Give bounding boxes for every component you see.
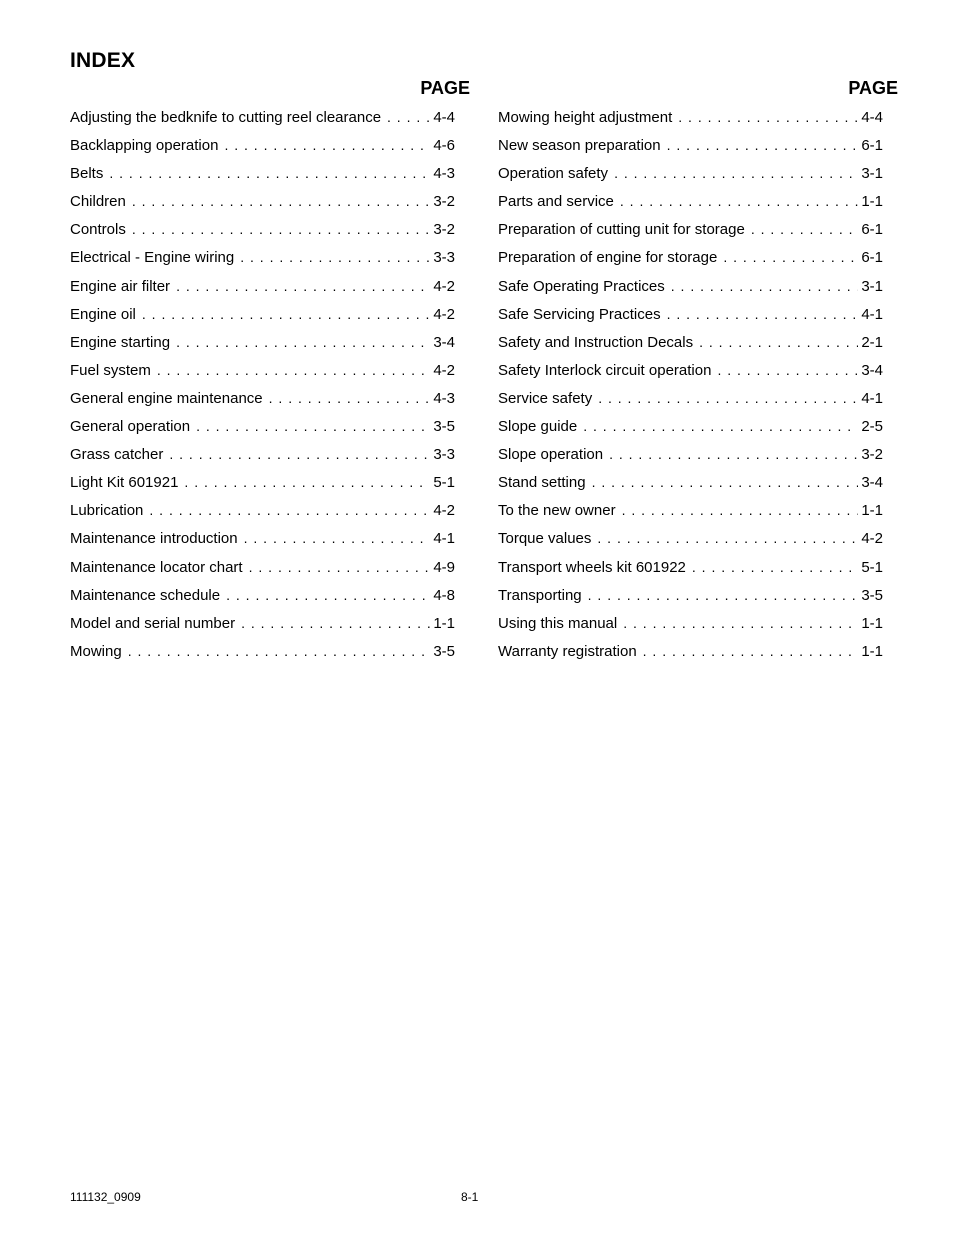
index-entry — [70, 473, 455, 501]
index-entry-page: 6-1 — [861, 249, 883, 267]
index-entry — [70, 445, 455, 473]
index-entry — [70, 305, 455, 333]
index-entry — [70, 417, 455, 445]
dot-leader — [226, 586, 430, 604]
dot-leader — [224, 136, 430, 154]
index-entry-label: Parts and service — [498, 193, 614, 211]
index-entry-label: Electrical - Engine wiring — [70, 249, 235, 267]
index-entry-page: 4-2 — [433, 305, 455, 323]
index-entry — [498, 642, 883, 670]
index-entry — [70, 558, 455, 586]
index-entry-label: Preparation of cutting unit for storage — [498, 221, 745, 239]
dot-leader — [717, 361, 858, 379]
dot-leader — [269, 389, 431, 407]
index-entry — [498, 192, 883, 220]
index-entry — [498, 333, 883, 361]
dot-leader — [598, 389, 858, 407]
index-column-left — [70, 78, 470, 670]
index-entry — [498, 529, 883, 557]
index-entry-label: Adjusting the bedknife to cutting reel clearance — [70, 109, 382, 126]
index-entry — [70, 164, 455, 192]
dot-leader — [583, 417, 858, 435]
index-entry-page: 6-1 — [861, 137, 883, 155]
index-entry — [70, 333, 455, 361]
index-entry — [498, 614, 883, 642]
index-entry-label: Slope guide — [498, 418, 578, 436]
index-entry-page: 4-2 — [433, 502, 455, 520]
index-entry-label: Belts — [70, 165, 104, 183]
index-column-right — [498, 78, 898, 670]
index-entry-page: 3-5 — [433, 418, 455, 436]
index-entry — [498, 445, 883, 473]
dot-leader — [620, 192, 858, 210]
dot-leader — [132, 220, 430, 238]
index-entry-label: Maintenance locator chart — [70, 558, 243, 576]
index-entry-label: Torque values — [498, 530, 592, 548]
index-entry-label: Maintenance schedule — [70, 586, 221, 604]
index-entry-label: Engine air filter — [70, 277, 171, 295]
index-entry — [498, 586, 883, 614]
dot-leader — [588, 586, 859, 604]
index-entry-label: Stand setting — [498, 474, 586, 492]
index-entry-page: 4-2 — [433, 361, 455, 379]
dot-leader — [387, 108, 430, 126]
index-entry-label: Warranty registration — [498, 642, 637, 660]
index-entry-page: 6-1 — [861, 221, 883, 239]
dot-leader — [241, 614, 430, 632]
dot-leader — [667, 305, 859, 323]
index-entry-label: General operation — [70, 418, 191, 436]
page-title: INDEX — [70, 49, 136, 72]
index-entry-page: 4-9 — [433, 558, 455, 576]
index-entry-page: 1-1 — [861, 502, 883, 520]
index-entry — [70, 108, 455, 136]
index-entry-page: 4-4 — [433, 109, 455, 126]
index-entry-page: 3-4 — [861, 361, 883, 379]
index-entry — [70, 529, 455, 557]
dot-leader — [196, 417, 430, 435]
index-entry — [498, 417, 883, 445]
dot-leader — [132, 192, 430, 210]
dot-leader — [176, 277, 430, 295]
index-entry-label: Model and serial number — [70, 614, 236, 632]
index-entry-page: 4-1 — [861, 305, 883, 323]
index-entry-page: 3-4 — [433, 333, 455, 351]
index-entry-page: 1-1 — [433, 614, 455, 632]
dot-leader — [592, 473, 859, 491]
index-entry — [70, 586, 455, 614]
index-entry-page: 3-4 — [861, 474, 883, 492]
index-entry-page: 3-3 — [433, 446, 455, 464]
index-entry — [70, 389, 455, 417]
index-entry-page: 4-8 — [433, 586, 455, 604]
footer-page-number: 8-1 — [461, 1190, 479, 1204]
index-entry-label: Light Kit 601921 — [70, 474, 179, 492]
dot-leader — [240, 248, 430, 266]
index-entry-label: To the new owner — [498, 502, 616, 520]
index-entry — [498, 277, 883, 305]
index-entry-label: General engine maintenance — [70, 389, 263, 407]
index-entries-right — [498, 108, 898, 670]
index-entry-page: 4-1 — [861, 389, 883, 407]
index-entry-label: Fuel system — [70, 361, 151, 379]
index-entry-page: 5-1 — [433, 474, 455, 492]
index-entry — [70, 277, 455, 305]
dot-leader — [244, 529, 431, 547]
index-entry — [498, 389, 883, 417]
index-entry — [70, 136, 455, 164]
dot-leader — [169, 445, 430, 463]
index-entry-label: Lubrication — [70, 502, 144, 520]
dot-leader — [249, 558, 431, 576]
index-entry-page: 4-4 — [861, 109, 883, 126]
index-entry — [70, 501, 455, 529]
index-entry-label: Safety Interlock circuit operation — [498, 361, 712, 379]
index-entry-page: 3-1 — [861, 165, 883, 183]
index-entry — [498, 501, 883, 529]
index-entry-page: 2-1 — [861, 333, 883, 351]
dot-leader — [176, 333, 430, 351]
dot-leader — [149, 501, 430, 519]
index-entry — [70, 248, 455, 276]
index-entry-label: Mowing — [70, 642, 122, 660]
index-entry-page: 4-2 — [433, 277, 455, 295]
index-entry — [498, 108, 883, 136]
dot-leader — [614, 164, 858, 182]
index-entries-left — [70, 108, 470, 670]
index-entry-page: 4-3 — [433, 389, 455, 407]
index-entry-label: Engine oil — [70, 305, 136, 323]
dot-leader — [699, 333, 858, 351]
index-entry-page: 5-1 — [861, 558, 883, 576]
index-entry-label: Transporting — [498, 586, 582, 604]
index-entry-page: 1-1 — [861, 193, 883, 211]
index-entry — [498, 473, 883, 501]
dot-leader — [597, 529, 858, 547]
index-entry-page: 3-2 — [433, 221, 455, 239]
dot-leader — [671, 277, 859, 295]
index-entry-page: 4-6 — [433, 137, 455, 155]
index-entry — [70, 614, 455, 642]
index-entry-page: 3-2 — [433, 193, 455, 211]
dot-leader — [184, 473, 430, 491]
index-entry-page: 4-3 — [433, 165, 455, 183]
index-entry — [498, 305, 883, 333]
dot-leader — [692, 558, 858, 576]
dot-leader — [723, 248, 858, 266]
index-entry-page: 3-5 — [433, 642, 455, 660]
dot-leader — [128, 642, 431, 660]
index-entry-page: 1-1 — [861, 642, 883, 660]
index-entry-page: 3-5 — [861, 586, 883, 604]
index-entry — [498, 361, 883, 389]
index-entry-label: Grass catcher — [70, 446, 164, 464]
index-entry — [498, 220, 883, 248]
dot-leader — [622, 501, 859, 519]
dot-leader — [678, 108, 858, 126]
dot-leader — [751, 220, 859, 238]
index-entry-label: Engine starting — [70, 333, 171, 351]
index-entry-page: 3-2 — [861, 446, 883, 464]
document-number: 111132_0909 — [70, 1190, 141, 1204]
dot-leader — [157, 361, 430, 379]
index-entry-label: Mowing height adjustment — [498, 109, 673, 126]
index-entry — [70, 220, 455, 248]
index-entry-label: Service safety — [498, 389, 593, 407]
index-entry-page: 2-5 — [861, 418, 883, 436]
index-entry — [498, 136, 883, 164]
index-entry-label: Transport wheels kit 601922 — [498, 558, 686, 576]
index-entry-label: Safe Servicing Practices — [498, 305, 661, 323]
index-entry-label: Controls — [70, 221, 126, 239]
index-entry-page: 4-1 — [433, 530, 455, 548]
index-entry-page: 4-2 — [861, 530, 883, 548]
index-entry-label: Children — [70, 193, 126, 211]
dot-leader — [643, 642, 859, 660]
index-entry — [498, 248, 883, 276]
index-entry — [70, 642, 455, 670]
index-entry — [70, 361, 455, 389]
index-entry-label: Backlapping operation — [70, 137, 219, 155]
index-entry-page: 1-1 — [861, 614, 883, 632]
index-entry-label: Maintenance introduction — [70, 530, 238, 548]
index-entry-label: Operation safety — [498, 165, 609, 183]
page-column-heading-left: PAGE — [420, 78, 470, 98]
index-entry-page: 3-1 — [861, 277, 883, 295]
index-entry-label: New season preparation — [498, 137, 661, 155]
dot-leader — [623, 614, 858, 632]
index-entry — [70, 192, 455, 220]
index-entry-page: 3-3 — [433, 249, 455, 267]
index-entry-label: Safe Operating Practices — [498, 277, 665, 295]
index-entry-label: Using this manual — [498, 614, 618, 632]
dot-leader — [609, 445, 858, 463]
index-entry-label: Preparation of engine for storage — [498, 249, 718, 267]
index-entry-label: Safety and Instruction Decals — [498, 333, 694, 351]
page-column-heading-right: PAGE — [848, 78, 898, 98]
index-entry-label: Slope operation — [498, 446, 604, 464]
dot-leader — [109, 164, 430, 182]
index-entry — [498, 164, 883, 192]
dot-leader — [142, 305, 430, 323]
index-entry — [498, 558, 883, 586]
dot-leader — [667, 136, 859, 154]
